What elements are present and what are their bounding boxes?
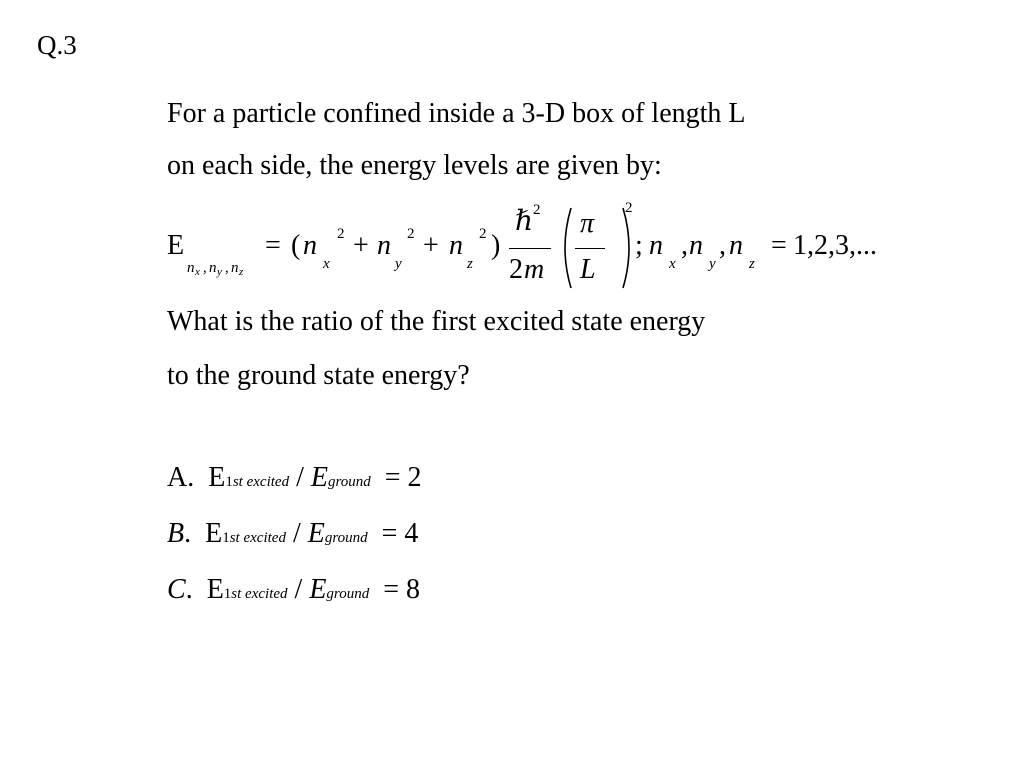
eq-equals: = (265, 230, 281, 261)
intro-line-1: For a particle confined inside a 3-D box of length L (167, 98, 746, 129)
eq-nz2-sub: z (749, 256, 755, 272)
eq-plus2: + (423, 230, 439, 261)
eq-E: E (167, 230, 185, 261)
energy-equation (167, 200, 927, 292)
option-c (167, 574, 420, 606)
option-b-dot: . (184, 518, 192, 549)
option-b-sub3: ground (324, 530, 368, 546)
option-a-E2: E (310, 462, 328, 493)
option-c-sub1: 1 (223, 586, 232, 602)
eq-paren-sq: 2 (625, 200, 633, 216)
option-a-eq: = (384, 462, 401, 493)
option-b-letter: B (167, 518, 185, 549)
eq-nz-sq: 2 (479, 226, 487, 242)
eq-pi: π (580, 208, 595, 239)
option-b-sub2: st excited (229, 530, 286, 546)
option-a-E: E (208, 462, 226, 493)
eq-sub-z1: z (239, 266, 244, 278)
option-b (167, 518, 418, 550)
eq-ny2-sub: y (709, 256, 716, 272)
eq-equals-2: = (771, 230, 787, 261)
option-a-letter: A. (167, 462, 195, 493)
eq-sub-comma2: , (225, 260, 229, 276)
eq-ny-sub: y (395, 256, 402, 272)
eq-nx2-sub: x (669, 256, 676, 272)
eq-frac-line-2 (575, 248, 605, 249)
eq-rparen: ) (491, 230, 501, 261)
eq-nx2: n (649, 230, 663, 261)
ask-line-1: What is the ratio of the first excited state energy (167, 306, 706, 337)
eq-hbar-sq: 2 (533, 202, 541, 218)
eq-L: L (580, 254, 596, 285)
eq-semicolon: ; (635, 230, 643, 261)
option-c-letter: C (167, 574, 186, 605)
option-b-slash: / (292, 518, 301, 549)
option-b-E2: E (307, 518, 325, 549)
option-c-sub2: st excited (231, 586, 288, 602)
eq-plus1: + (353, 230, 369, 261)
eq-m: m (524, 254, 545, 285)
eq-sub-comma1: , (203, 260, 207, 276)
eq-ny-sq: 2 (407, 226, 415, 242)
eq-nx: n (303, 230, 317, 261)
option-a-sub1: 1 (225, 474, 233, 490)
option-c-sub3: ground (326, 586, 370, 602)
eq-sub-n1: n (187, 260, 195, 276)
option-a-sub3: ground (327, 474, 371, 490)
eq-hbar: ℏ (515, 206, 534, 237)
option-a-slash: / (296, 462, 304, 493)
option-c-slash: / (294, 574, 303, 605)
option-a-value: 2 (407, 462, 422, 493)
question-number: Q.3 (37, 30, 77, 60)
eq-values: 1,2,3,... (793, 230, 877, 261)
eq-comma-a: , (681, 230, 688, 261)
eq-nz-sub: z (467, 256, 473, 272)
option-a-sub2: st excited (232, 474, 290, 490)
eq-sub-n3: n (231, 260, 239, 276)
option-b-value: 4 (404, 518, 419, 549)
option-c-value: 8 (406, 574, 420, 605)
eq-ny: n (377, 230, 391, 261)
eq-nz2: n (729, 230, 743, 261)
option-c-eq: = (383, 574, 399, 605)
eq-frac-line-1 (509, 248, 551, 249)
option-c-E2: E (309, 574, 327, 605)
ask-line-2: to the ground state energy? (167, 360, 470, 391)
option-c-dot: . (185, 574, 193, 605)
eq-sub-x1: x (195, 266, 200, 278)
option-c-E: E (206, 574, 224, 605)
eq-ny2: n (689, 230, 703, 261)
eq-sub-y1: y (217, 266, 222, 278)
option-b-eq: = (381, 518, 398, 549)
eq-comma-b: , (719, 230, 726, 261)
eq-nz: n (449, 230, 463, 261)
option-a (167, 462, 422, 494)
option-b-E: E (205, 518, 223, 549)
eq-sub-n2: n (209, 260, 217, 276)
eq-lparen: ( (291, 230, 301, 261)
eq-nx-sq: 2 (337, 226, 345, 242)
eq-2: 2 (509, 254, 523, 285)
eq-nx-sub: x (323, 256, 330, 272)
option-b-sub1: 1 (222, 530, 230, 546)
intro-line-2: on each side, the energy levels are given by: (167, 150, 662, 181)
